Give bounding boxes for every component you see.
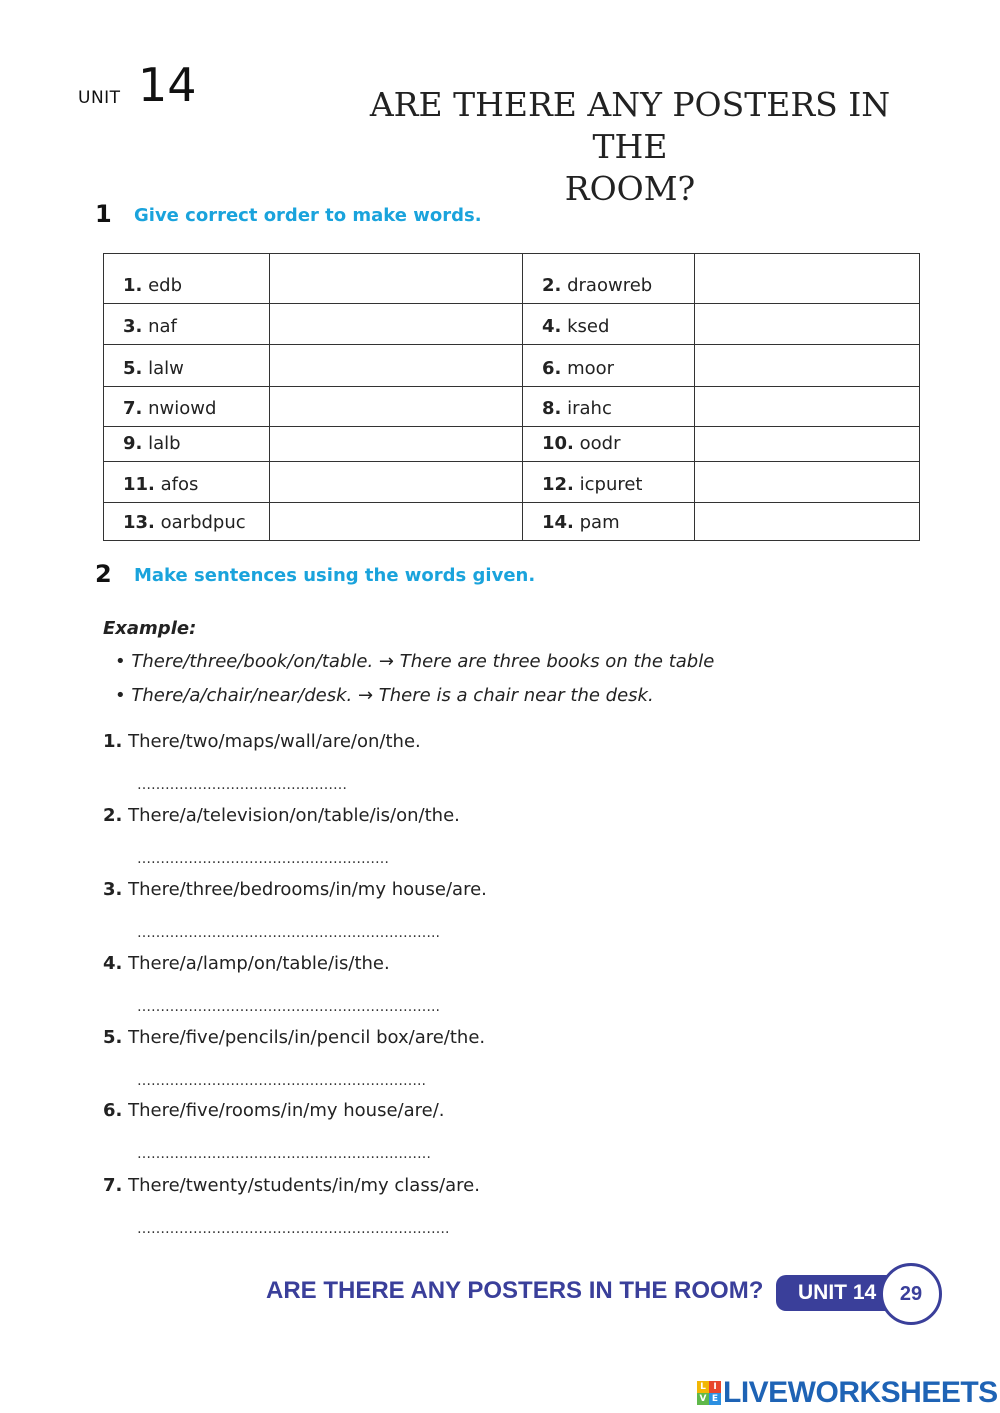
scrambled-word-cell [104, 427, 270, 462]
scrambled-word-cell [104, 254, 270, 304]
item-number: 11. [123, 474, 155, 495]
table-row [104, 503, 920, 541]
item-number: 3. [123, 316, 143, 337]
logo-letter: V [697, 1393, 709, 1405]
answer-cell[interactable] [270, 387, 523, 427]
answer-line[interactable]: ……………………………………………………….. [137, 999, 440, 1015]
section-2-number: 2 [95, 560, 112, 588]
item-number: 4. [542, 316, 562, 337]
question [103, 731, 421, 752]
answer-cell[interactable] [695, 427, 920, 462]
scrambled-word: pam [579, 512, 620, 533]
answer-cell[interactable] [270, 304, 523, 345]
example-line: • There/three/book/on/table. → There are three books on the table [115, 651, 715, 672]
example-label: Example: [103, 618, 197, 639]
table-row [104, 462, 920, 503]
question-number: 5. [103, 1027, 123, 1048]
scrambled-word-cell [523, 427, 695, 462]
answer-cell[interactable] [695, 345, 920, 387]
question-number: 4. [103, 953, 123, 974]
page-title-line-1: ARE THERE ANY POSTERS IN THE [369, 85, 891, 166]
unit-number: 14 [138, 58, 197, 112]
scrambled-word: lalb [148, 433, 181, 454]
answer-cell[interactable] [270, 462, 523, 503]
scrambled-word-cell [104, 304, 270, 345]
liveworksheets-brand: LIVEWORKSHEETS [723, 1376, 998, 1409]
word-order-table [103, 253, 920, 541]
table-row [104, 304, 920, 345]
section-1-title: Give correct order to make words. [134, 205, 482, 226]
answer-cell[interactable] [270, 254, 523, 304]
question [103, 1027, 485, 1048]
item-number: 12. [542, 474, 574, 495]
item-number: 8. [542, 398, 562, 419]
answer-line[interactable]: ……………………………………………………… [137, 1146, 431, 1162]
scrambled-word: moor [567, 358, 615, 379]
liveworksheets-icon [697, 1381, 721, 1405]
answer-line[interactable]: ……………………………………… [137, 777, 347, 793]
item-number: 10. [542, 433, 574, 454]
section-2-title: Make sentences using the words given. [134, 565, 536, 586]
answer-cell[interactable] [695, 503, 920, 541]
question [103, 1175, 480, 1196]
scrambled-word: naf [148, 316, 177, 337]
scrambled-word-cell [523, 304, 695, 345]
scrambled-word: irahc [567, 398, 612, 419]
answer-cell[interactable] [270, 427, 523, 462]
question-text: There/twenty/students/in/my class/are. [122, 1175, 480, 1196]
item-number: 14. [542, 512, 574, 533]
question [103, 1100, 444, 1121]
question [103, 805, 460, 826]
item-number: 9. [123, 433, 143, 454]
question [103, 953, 390, 974]
item-number: 7. [123, 398, 143, 419]
scrambled-word: icpuret [579, 474, 643, 495]
page-title [340, 84, 920, 210]
liveworksheets-logo [697, 1376, 998, 1410]
scrambled-word-cell [104, 345, 270, 387]
footer-unit-pill: UNIT 14 [776, 1275, 904, 1311]
scrambled-word: edb [148, 275, 183, 296]
answer-cell[interactable] [695, 254, 920, 304]
scrambled-word: afos [160, 474, 199, 495]
question-text: There/two/maps/wall/are/on/the. [122, 731, 421, 752]
question-text: There/three/bedrooms/in/my house/are. [122, 879, 487, 900]
scrambled-word: lalw [148, 358, 184, 379]
table-row [104, 427, 920, 462]
section-1-number: 1 [95, 200, 112, 228]
item-number: 6. [542, 358, 562, 379]
question-text: There/five/rooms/in/my house/are/. [122, 1100, 445, 1121]
scrambled-word-cell [523, 387, 695, 427]
answer-cell[interactable] [695, 462, 920, 503]
table-row [104, 254, 920, 304]
logo-letter: I [709, 1381, 721, 1393]
scrambled-word: draowreb [567, 275, 653, 296]
unit-label: UNIT [78, 88, 121, 108]
answer-line[interactable]: …………………………………………………………. [137, 1221, 450, 1237]
scrambled-word-cell [104, 462, 270, 503]
table-row [104, 387, 920, 427]
scrambled-word: nwiowd [148, 398, 217, 419]
scrambled-word-cell [523, 462, 695, 503]
scrambled-word-cell [523, 254, 695, 304]
question-text: There/a/television/on/table/is/on/the. [122, 805, 460, 826]
logo-letter: L [697, 1381, 709, 1393]
scrambled-word-cell [523, 503, 695, 541]
answer-line[interactable]: …………………………………………………….. [137, 1073, 426, 1089]
question-number: 6. [103, 1100, 123, 1121]
answer-cell[interactable] [695, 387, 920, 427]
question [103, 879, 487, 900]
item-number: 13. [123, 512, 155, 533]
question-text: There/five/pencils/in/pencil box/are/the. [122, 1027, 486, 1048]
page-number: 29 [880, 1263, 942, 1325]
footer-title: ARE THERE ANY POSTERS IN THE ROOM? [266, 1277, 764, 1304]
logo-letter: E [709, 1393, 721, 1405]
answer-cell[interactable] [270, 503, 523, 541]
item-number: 1. [123, 275, 143, 296]
scrambled-word: oarbdpuc [160, 512, 246, 533]
scrambled-word-cell [104, 503, 270, 541]
question-number: 7. [103, 1175, 123, 1196]
answer-cell[interactable] [695, 304, 920, 345]
item-number: 2. [542, 275, 562, 296]
item-number: 5. [123, 358, 143, 379]
page-title-line-2: ROOM? [564, 169, 696, 208]
scrambled-word-cell [523, 345, 695, 387]
scrambled-word-cell [104, 387, 270, 427]
question-text: There/a/lamp/on/table/is/the. [122, 953, 390, 974]
answer-cell[interactable] [270, 345, 523, 387]
question-number: 2. [103, 805, 123, 826]
scrambled-word: oodr [579, 433, 621, 454]
answer-line[interactable]: ……………………………………………………….. [137, 925, 440, 941]
scrambled-word: ksed [567, 316, 610, 337]
question-number: 3. [103, 879, 123, 900]
example-line: • There/a/chair/near/desk. → There is a chair near the desk. [115, 685, 654, 706]
table-row [104, 345, 920, 387]
question-number: 1. [103, 731, 123, 752]
answer-line[interactable]: ……………………………………………… [137, 851, 389, 867]
